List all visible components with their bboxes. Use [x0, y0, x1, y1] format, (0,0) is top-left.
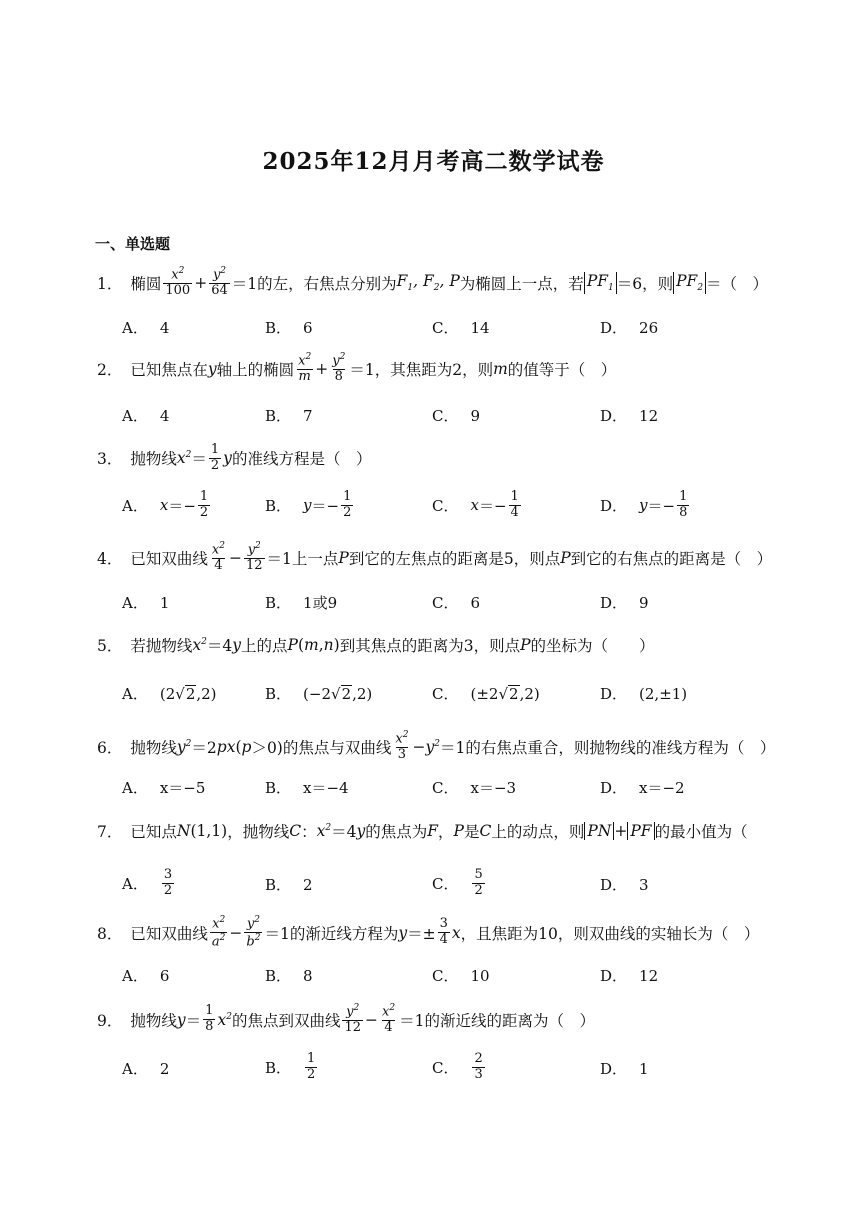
- option-d[interactable]: D． 1: [600, 1059, 649, 1078]
- question-text: 上一点: [291, 549, 339, 568]
- option-a[interactable]: A． 4: [122, 318, 170, 337]
- formula: $\frac{1}{2}$: [210, 442, 220, 473]
- question-8: 8． 已知双曲线 $\frac{x^2}{a^2}$ − $\frac{y^2}{b^2}$ ＝1 的渐近线方程为 y ＝± $\frac{3}{4}$ x ，且焦距为10，则双曲线的实轴长为（ ）: [97, 915, 760, 950]
- option-c[interactable]: C． (±2√ 2 ,2): [432, 684, 540, 703]
- question-text: ，且焦距为10，则双曲线的实轴长为（ ）: [460, 924, 760, 943]
- formula: $\frac{y^2}{64}$: [211, 266, 228, 299]
- question-number: 5．: [97, 637, 123, 655]
- option-d[interactable]: D． 3: [600, 875, 649, 894]
- option-a[interactable]: A． (2√ 2 ,2): [122, 684, 217, 703]
- formula: $\frac{x^2}{m}$: [298, 352, 312, 385]
- formula: $PF_1$: [584, 272, 617, 294]
- question-text: 的焦点与双曲线: [282, 738, 392, 757]
- question-text: 的最小值为（: [654, 823, 748, 841]
- option-d[interactable]: D． 12: [600, 406, 659, 425]
- question-text: ：: [301, 823, 317, 841]
- question-number: 3．: [97, 450, 123, 469]
- option-d[interactable]: D． x＝−2: [600, 779, 685, 797]
- option-b[interactable]: B． $\frac{1}{2}$: [265, 1051, 316, 1082]
- formula: $\frac{x^2}{4}$: [382, 1003, 396, 1036]
- option-a[interactable]: A． $\frac{3}{2}$: [122, 867, 173, 898]
- question-text: 的渐近线的距离为（ ）: [424, 1011, 595, 1030]
- question-text: 抛物线: [130, 450, 177, 469]
- formula: $\frac{y^2}{8}$: [332, 352, 346, 385]
- formula: $F_1$, $F_2$, P: [396, 272, 460, 294]
- formula: $\frac{x^2}{4}$: [211, 541, 225, 574]
- question-text: 椭圆: [130, 274, 162, 293]
- formula: $\frac{x^2}{a^2}$: [211, 915, 226, 950]
- question-text: ＝（ ）: [706, 274, 769, 293]
- option-a[interactable]: A． 2: [122, 1059, 170, 1078]
- question-6: 6． 抛物线 $y^2$ ＝2 px ( p ＞0) 的焦点与双曲线 $\frac{x^2}{3}$ − $y^2$ ＝1 的右焦点重合，则抛物线的准线方程为（ ）: [97, 730, 776, 763]
- question-text: 抛物线: [130, 738, 177, 757]
- question-text: 若抛物线: [130, 637, 193, 655]
- question-text: 的左，右焦点分别为: [257, 274, 397, 293]
- option-b[interactable]: B． 6: [265, 318, 313, 337]
- question-text: 的焦点到双曲线: [231, 1011, 341, 1030]
- option-b[interactable]: B． 7: [265, 406, 313, 425]
- question-number: 2．: [97, 360, 123, 379]
- question-text: 抛物线: [130, 1011, 177, 1030]
- question-text: 到其焦点的距离为3，则点: [339, 637, 521, 655]
- option-a[interactable]: A． 6: [122, 966, 170, 985]
- question-1: 1． 椭圆 $\frac{x^2}{100}$ + $\frac{y^2}{64}$ ＝1 的左，右焦点分别为 $F_1$, $F_2$, P 为椭圆上一点，若 $PF_1$ ＝6 ，则 $PF_2$ ＝（ ）: [97, 266, 769, 299]
- question-text: 的坐标为（ ）: [530, 637, 655, 655]
- question-text: 轴上的椭圆: [216, 360, 295, 379]
- option-b[interactable]: B． 1或9: [265, 594, 338, 612]
- question-3: 3． 抛物线 $x^2$ ＝ $\frac{1}{2}$ y 的准线方程是（ ）: [97, 442, 372, 473]
- question-text: 上的动点，则: [491, 823, 585, 841]
- question-number: 6．: [97, 738, 123, 757]
- question-7: 7． 已知点 N (1,1) ，抛物线 C ： $x^2$ ＝4 y 的焦点为 F ， P 是 C 上的动点，则 PN + PF 的最小值为（: [97, 821, 748, 841]
- formula: $\frac{x^2}{100}$: [165, 266, 191, 299]
- option-a[interactable]: A． x＝−5: [122, 779, 206, 797]
- formula: $\frac{y^2}{12}$: [344, 1003, 361, 1036]
- option-b[interactable]: B． 8: [265, 966, 313, 985]
- option-c[interactable]: C． 10: [432, 966, 490, 985]
- option-d[interactable]: D． y ＝− $\frac{1}{8}$: [600, 489, 688, 520]
- formula: $\frac{x^2}{3}$: [395, 730, 409, 763]
- option-c[interactable]: C． 9: [432, 406, 481, 425]
- option-a[interactable]: A． x ＝− $\frac{1}{2}$: [122, 489, 209, 520]
- question-9: 9． 抛物线 y ＝ $\frac{1}{8}$ $x^2$ 的焦点到双曲线 $\frac{y^2}{12}$ − $\frac{x^2}{4}$ ＝1 的渐近线的距离为（ ）: [97, 1003, 595, 1036]
- option-c[interactable]: C． 14: [432, 318, 490, 337]
- question-text: 的右焦点重合，则抛物线的准线方程为（ ）: [465, 738, 776, 757]
- question-text: ，: [438, 823, 454, 841]
- question-number: 7．: [97, 823, 123, 841]
- question-text: ，则: [642, 274, 674, 293]
- option-d[interactable]: D． 12: [600, 966, 659, 985]
- option-d[interactable]: D． 9: [600, 593, 649, 612]
- question-number: 8．: [97, 924, 123, 943]
- option-b[interactable]: B． x＝−4: [265, 779, 349, 797]
- option-b[interactable]: B． y ＝− $\frac{1}{2}$: [265, 489, 352, 520]
- question-4: 4． 已知双曲线 $\frac{x^2}{4}$ − $\frac{y^2}{12}$ ＝1 上一点 P 到它的左焦点的距离是5，则点 P 到它的右焦点的距离是（ ）: [97, 541, 773, 574]
- option-b[interactable]: B． 2: [265, 875, 313, 894]
- option-d[interactable]: D． 26: [600, 318, 659, 337]
- question-text: 已知焦点在: [130, 360, 208, 379]
- option-c[interactable]: C． 6: [432, 593, 481, 612]
- question-text: ，抛物线: [227, 823, 290, 841]
- question-text: 已知双曲线: [130, 549, 208, 568]
- question-number: 9．: [97, 1011, 123, 1030]
- question-text: 的准线方程是（ ）: [231, 450, 372, 469]
- option-a[interactable]: A． 1: [122, 593, 170, 612]
- question-text: 为椭圆上一点，若: [459, 274, 584, 293]
- question-text: 的焦点为: [365, 823, 428, 841]
- question-text: 的值等于（ ）: [507, 360, 617, 379]
- formula: $PF_2$: [673, 272, 706, 294]
- question-2: 2． 已知焦点在 y 轴上的椭圆 $\frac{x^2}{m}$ + $\frac{y^2}{8}$ ＝1 ，其焦距为2，则 m 的值等于（ ）: [97, 352, 617, 385]
- question-5: 5． 若抛物线 $x^2$ ＝4 y 上的点 P ( m , n ) 到其焦点的距离为3，则点 P 的坐标为（ ）: [97, 636, 655, 655]
- section-heading: 一、单选题: [95, 235, 171, 253]
- question-text: 已知双曲线: [130, 924, 208, 943]
- question-text: 的渐近线方程为: [289, 924, 399, 943]
- formula: $\frac{y^2}{b^2}$: [246, 915, 261, 950]
- question-text: 到它的左焦点的距离是5，则点: [348, 549, 561, 568]
- question-number: 1．: [97, 274, 123, 293]
- option-c[interactable]: C． x ＝− $\frac{1}{4}$: [432, 489, 519, 520]
- option-d[interactable]: D． (2,±1): [600, 684, 688, 703]
- option-a[interactable]: A． 4: [122, 406, 170, 425]
- question-text: 上的点: [241, 637, 288, 655]
- question-text: 到它的右焦点的距离是（ ）: [570, 549, 773, 568]
- option-c[interactable]: C． $\frac{5}{2}$: [432, 867, 483, 898]
- question-text: 已知点: [130, 823, 177, 841]
- option-c[interactable]: C． x＝−3: [432, 779, 517, 797]
- option-c[interactable]: C． $\frac{2}{3}$: [432, 1051, 483, 1082]
- option-b[interactable]: B． (−2√ 2 ,2): [265, 684, 373, 703]
- formula: $\frac{y^2}{12}$: [245, 541, 263, 574]
- question-text: ，其焦距为2，则: [374, 360, 494, 379]
- page-title: 2025年12月月考高二数学试卷: [262, 148, 605, 175]
- question-text: 是: [463, 823, 480, 841]
- question-number: 4．: [97, 549, 123, 568]
